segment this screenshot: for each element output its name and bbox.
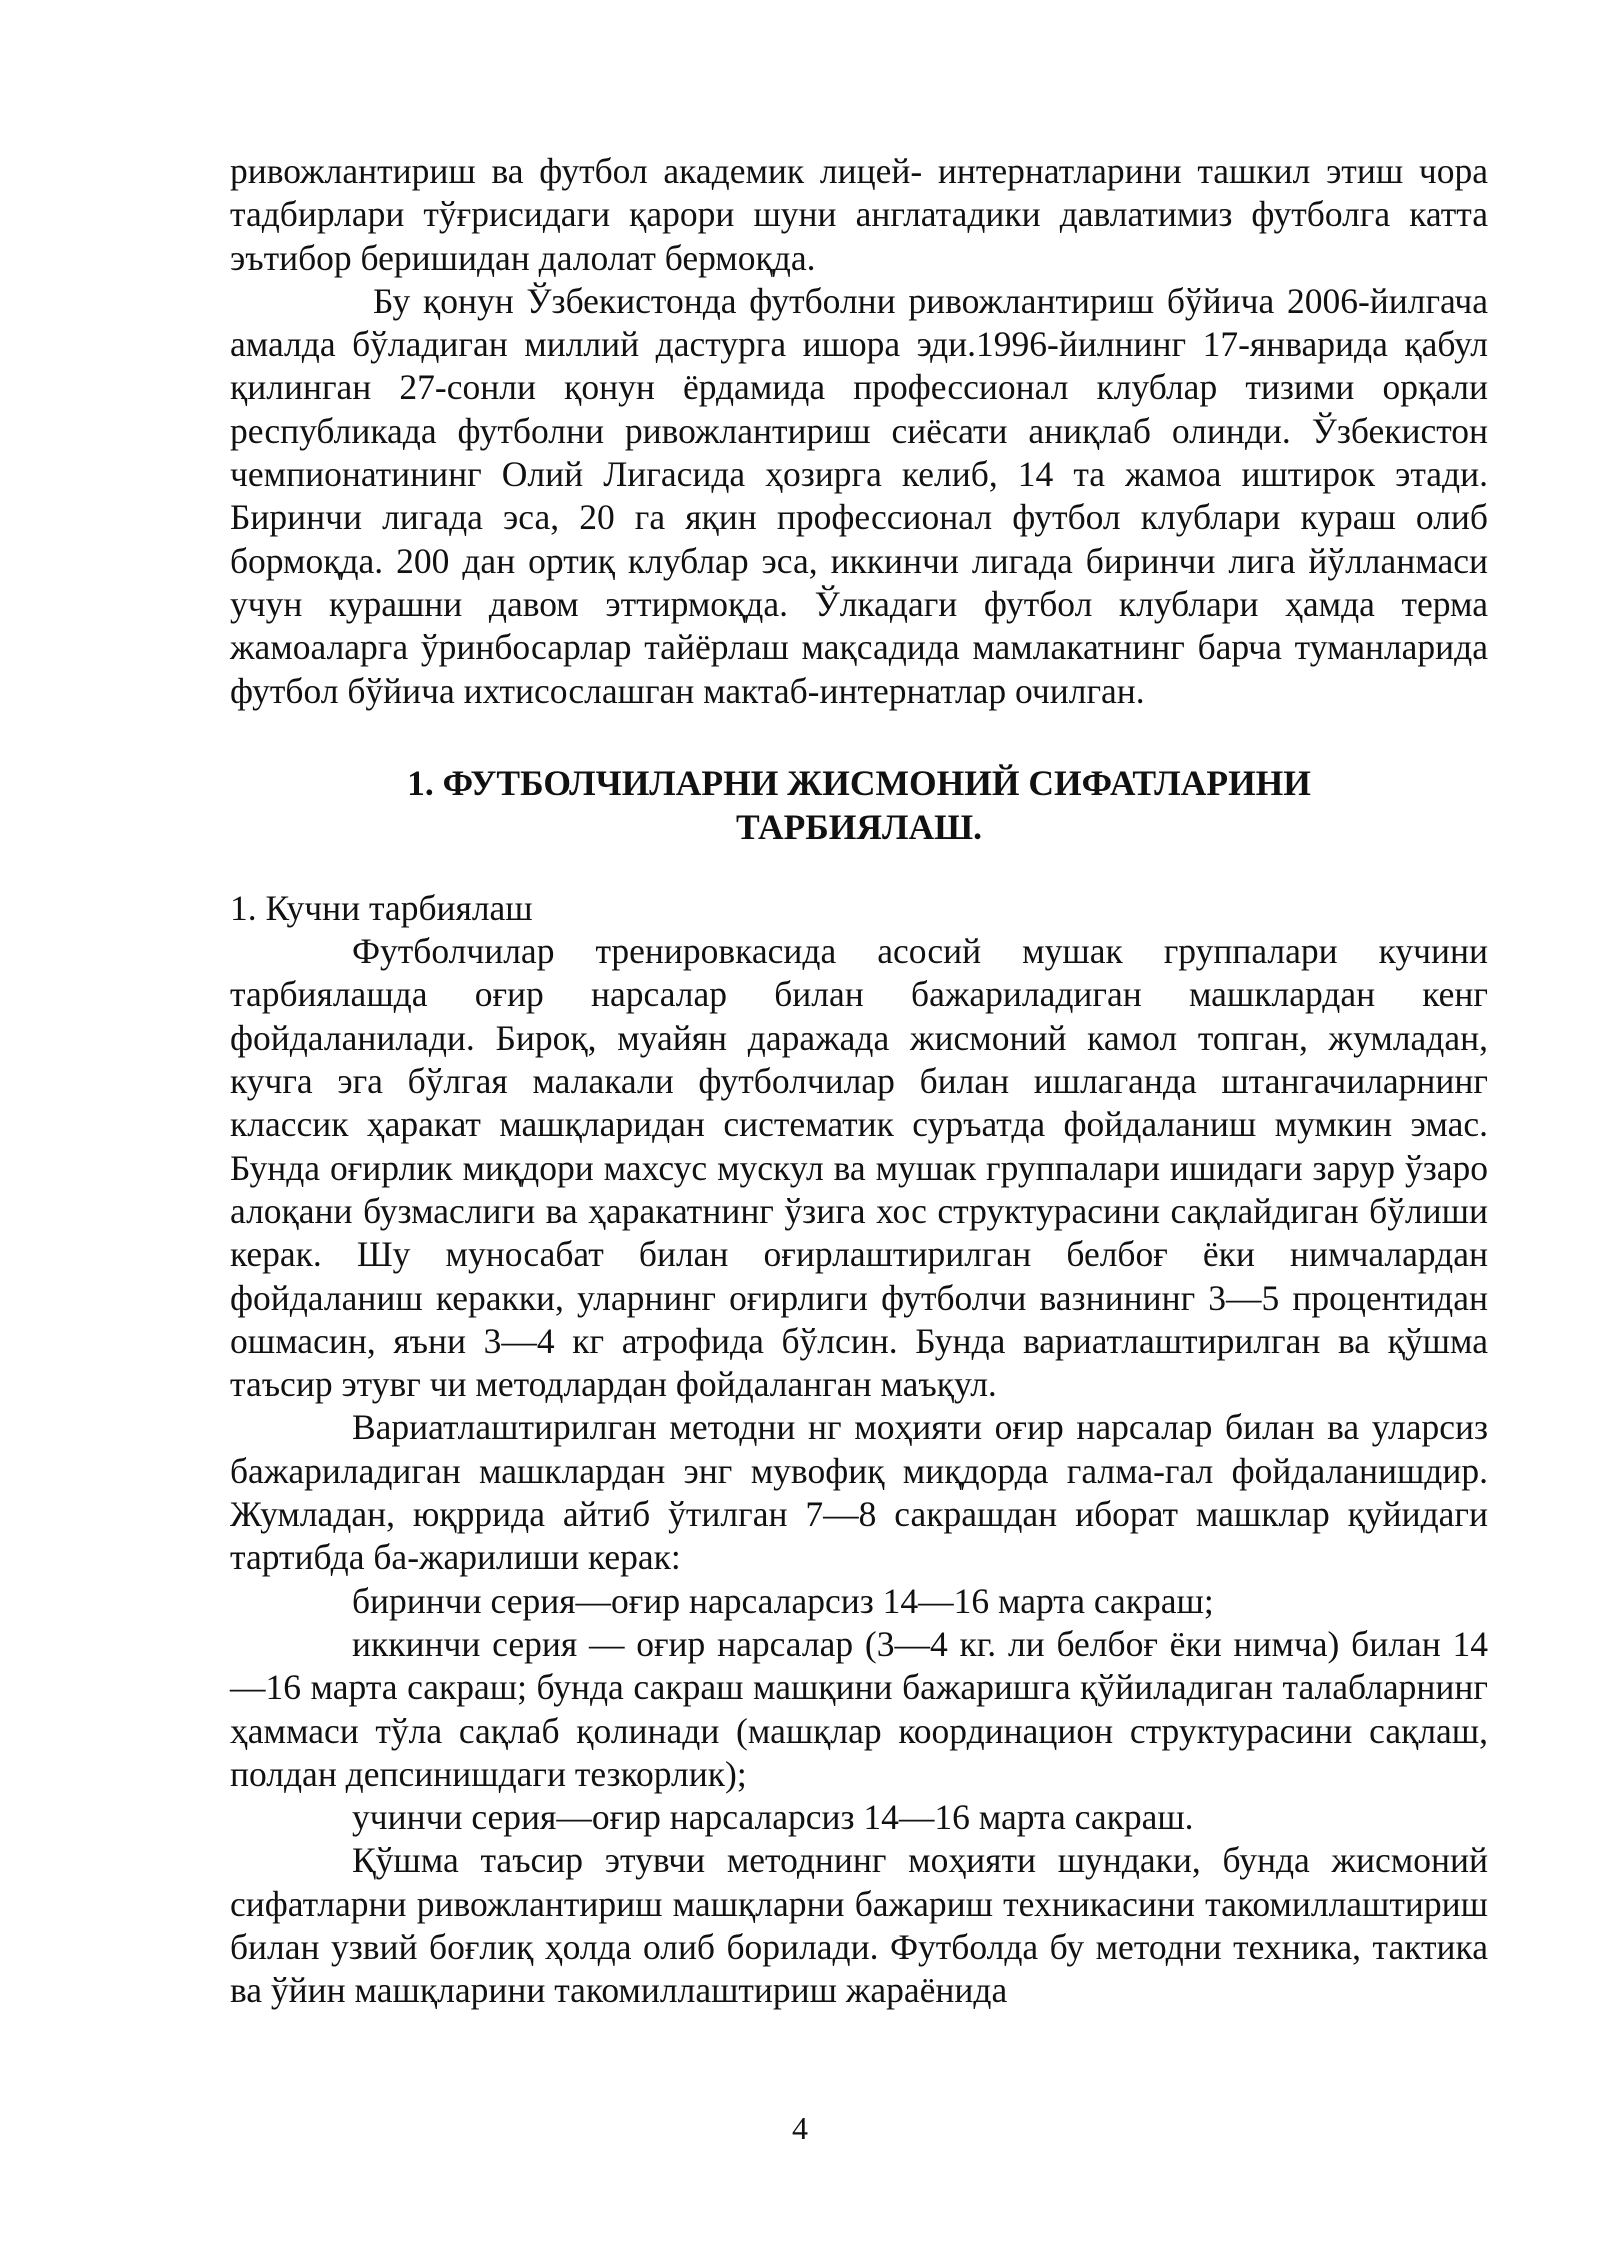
subsection-title: 1. Кучни тарбиялаш bbox=[230, 887, 533, 928]
series-item-2: иккинчи серия — оғир нарсалар (3—4 кг. ли белбоғ ёки нимча) билан 14—16 марта сакраш; бунда сакраш машқини бажаришга қўйиладиган талабларнинг ҳаммаси тўла сақлаб қолинади (машқлар координацион структурасини сақлаш, полдан депсинишдаги тезкорлик); bbox=[230, 1623, 1488, 1794]
series-item-3: учинчи серия—оғир нарсаларсиз 14—16 марта сакраш. bbox=[352, 1797, 1194, 1838]
series-item-1: биринчи серия—оғир нарсаларсиз 14—16 марта сакраш; bbox=[352, 1580, 1214, 1621]
document-page bbox=[230, 150, 1488, 2013]
page-number: 4 bbox=[792, 2110, 808, 2146]
body-paragraph-3: Қўшма таъсир этувчи методнинг моҳияти шундаки, бунда жисмоний сифатларни ривожлантириш машқларни бажариш техникасини такомиллаштириш билан узвий боғлиқ ҳолда олиб борилади. Футболда бу методни техника, тактика ва ўйин машқларини такомиллаштириш жараёнида bbox=[230, 1840, 1488, 2011]
section-heading bbox=[230, 761, 1488, 849]
section-heading-line-2: ТАРБИЯЛАШ. bbox=[736, 806, 982, 847]
body-paragraph-2: Вариатлаштирилган методни нг моҳияти оғир нарсалар билан ва уларсиз бажариладиган машклардан энг мувофиқ миқдорда галма-гал фойдаланишдир. Жумладан, юқррида айтиб ўтилган 7—8 сакрашдан иборат машклар қуйидаги тартибда ба-жарилиши керак: bbox=[230, 1407, 1488, 1578]
body-paragraph-1: Футболчилар тренировкасида асосий мушак группалари кучини тарбиялашда оғир нарсалар билан бажариладиган машклардан кенг фойдаланилади. Бироқ, муайян даражада жисмоний камол топган, жумладан, кучга эга бўлгая малакали футболчилар билан ишлаганда штангачиларнинг классик ҳаракат машқларидан систематик суръатда фойдаланиш мумкин эмас. Бунда оғирлик миқдори махсус мускул ва мушак группалари ишидаги зарур ўзаро алоқани бузмаслиги ва ҳаракатнинг ўзига хос структурасини сақлайдиган бўлиши керак. Шу муносабат билан оғирлаштирилган белбоғ ёки нимчалардан фойдаланиш керакки, уларнинг оғирлиги футболчи вазнининг 3—5 процентидан ошмасин, яъни 3—4 кг атрофида бўлсин. Бунда вариатлаштирилган ва қўшма таъсир этувг чи методлардан фойдаланган маъқул. bbox=[230, 931, 1488, 1405]
intro-paragraph-2: Бу қонун Ўзбекистонда футболни ривожлантириш бўйича 2006-йилгача амалда бўладиган миллий дастурга ишора эди.1996-йилнинг 17-январида қабул қилинган 27-сонли қонун ёрдамида профессионал клублар тизими орқали республикада футболни ривожлантириш сиёсати аниқлаб олинди. Ўзбекистон чемпионатининг Олий Лигасида ҳозирга келиб, 14 та жамоа иштирок этади. Биринчи лигада эса, 20 га яқин профессионал футбол клублари кураш олиб бормоқда. 200 дан ортиқ клублар эса, иккинчи лигада биринчи лига йўлланмаси учун курашни давом эттирмоқда. Ўлкадаги футбол клублари ҳамда терма жамоаларга ўринбосарлар тайёрлаш мақсадида мамлакатнинг барча туманларида футбол бўйича ихтисослашган мактаб-интернатлар очилган. bbox=[230, 280, 1488, 711]
intro-paragraph-1: ривожлантириш ва футбол академик лицей- интернатларини ташкил этиш чора тадбирлари тўғрисидаги қарори шуни англатадики давлатимиз футболга катта эътибор беришидан далолат бермоқда. bbox=[230, 151, 1488, 278]
section-heading-line-1: 1. ФУТБОЛЧИЛАРНИ ЖИСМОНИЙ СИФАТЛАРИНИ bbox=[407, 762, 1311, 803]
